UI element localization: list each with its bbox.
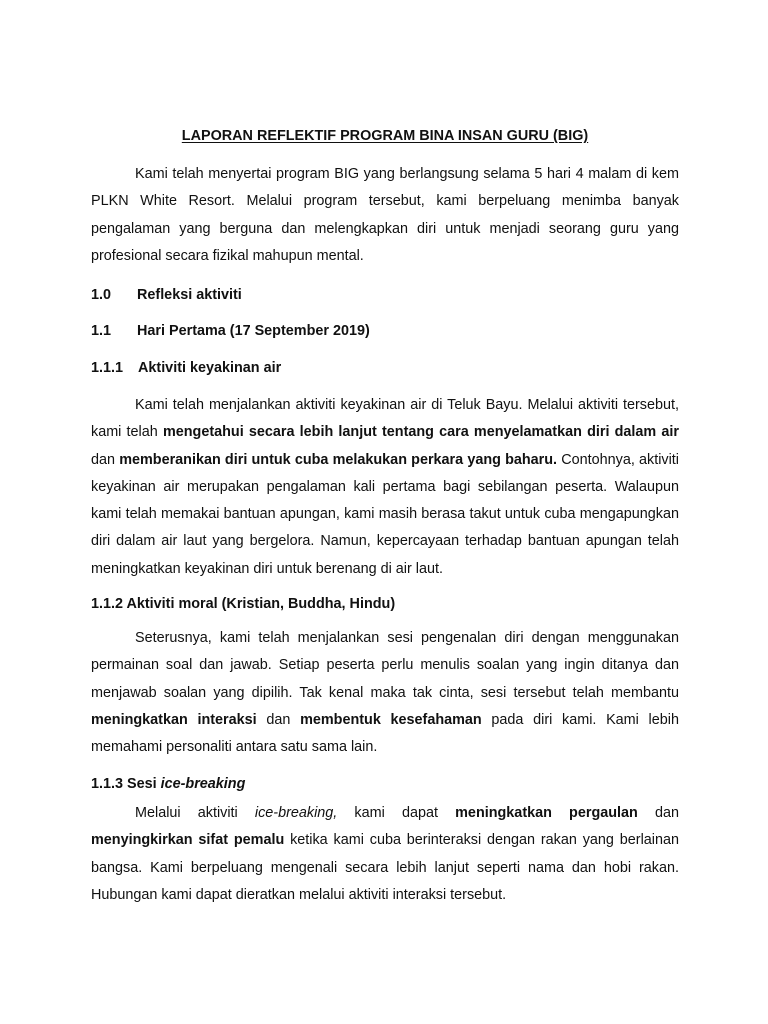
text-run: pada diri kami. Kami lebih memahami personaliti antara satu sama lain. [91, 711, 679, 756]
text-run: Contohnya, aktiviti keyakinan air merupakan pengalaman kali pertama bagi sebilangan peserta. Walaupun kami telah memakai bantuan apungan, kami masih berasa takut untuk cuba mengapungkan diri dalam air laut yang bergelora. Namun, kepercayaan terhadap bantuan apungan telah meningkatkan keyakinan diri untuk berenang di air laut. [91, 451, 679, 577]
bold-phrase: mengetahui secara lebih lanjut tentang cara menyelamatkan diri dalam air [162, 424, 680, 441]
text-run: dan [256, 711, 301, 728]
bold-phrase: menyingkirkan sifat pemalu [91, 832, 285, 849]
bold-phrase: memberanikan diri untuk cuba melakukan perkara yang baharu. [119, 451, 558, 468]
section-title: Aktiviti keyakinan air [138, 360, 282, 376]
bold-phrase: meningkatkan interaksi [91, 711, 257, 728]
paragraph-keyakinan-air [91, 392, 679, 583]
paragraph-aktiviti-moral [91, 625, 679, 761]
section-title-italic: ice-breaking [160, 776, 246, 792]
bold-phrase: meningkatkan pergaulan [455, 805, 638, 821]
section-number: 1.1.1 [91, 360, 124, 376]
section-heading-1-1-3 [91, 774, 245, 794]
bold-phrase: membentuk kesefahaman [300, 711, 482, 728]
section-heading-1-1-2: 1.1.2 Aktiviti moral (Kristian, Buddha, Hindu) [91, 596, 396, 612]
section-title: Hari Pertama (17 September 2019) [137, 323, 370, 339]
italic-phrase: ice-breaking, [254, 805, 338, 821]
report-title: LAPORAN REFLEKTIF PROGRAM BINA INSAN GURU (BIG) [181, 128, 589, 144]
section-title: 1.1.3 Sesi [91, 776, 161, 792]
text-run: Seterusnya, kami telah menjalankan sesi pengenalan diri dengan menggunakan permainan soal dan jawab. Setiap peserta perlu menulis soalan yang ingin ditanya dan menjawab soalan yang dipilih. Tak kenal maka tak cinta, sesi tersebut telah membantu [91, 630, 679, 701]
text-run: dan [91, 451, 120, 468]
text-run: dan [637, 805, 679, 821]
section-heading-1-1-1 [91, 358, 281, 378]
text-run: Melalui aktiviti [135, 805, 255, 821]
section-title: Refleksi aktiviti [137, 287, 242, 303]
section-number: 1.1 [91, 323, 112, 339]
intro-paragraph: Kami telah menyertai program BIG yang berlangsung selama 5 hari 4 malam di kem PLKN White Resort. Melalui program tersebut, kami berpeluang menimba banyak pengalaman yang berguna dan melengkapkan diri untuk menjadi seorang guru yang profesional secara fizikal mahupun mental. [91, 166, 679, 264]
paragraph-ice-breaking [91, 800, 679, 909]
text-run: Kami telah menjalankan aktiviti keyakinan air di Teluk Bayu. Melalui aktiviti tersebut, kami telah [91, 397, 679, 441]
text-run: kami dapat [337, 805, 456, 821]
section-heading-1-0 [91, 285, 242, 305]
section-heading-1-1 [91, 321, 370, 341]
text-run: ketika kami cuba berinteraksi dengan rakan yang berlainan bangsa. Kami berpeluang mengenali secara lebih lanjut seperti nama dan hobi rakan. Hubungan kami dapat dieratkan melalui aktiviti interaksi tersebut. [91, 832, 679, 903]
section-number: 1.0 [91, 287, 112, 303]
